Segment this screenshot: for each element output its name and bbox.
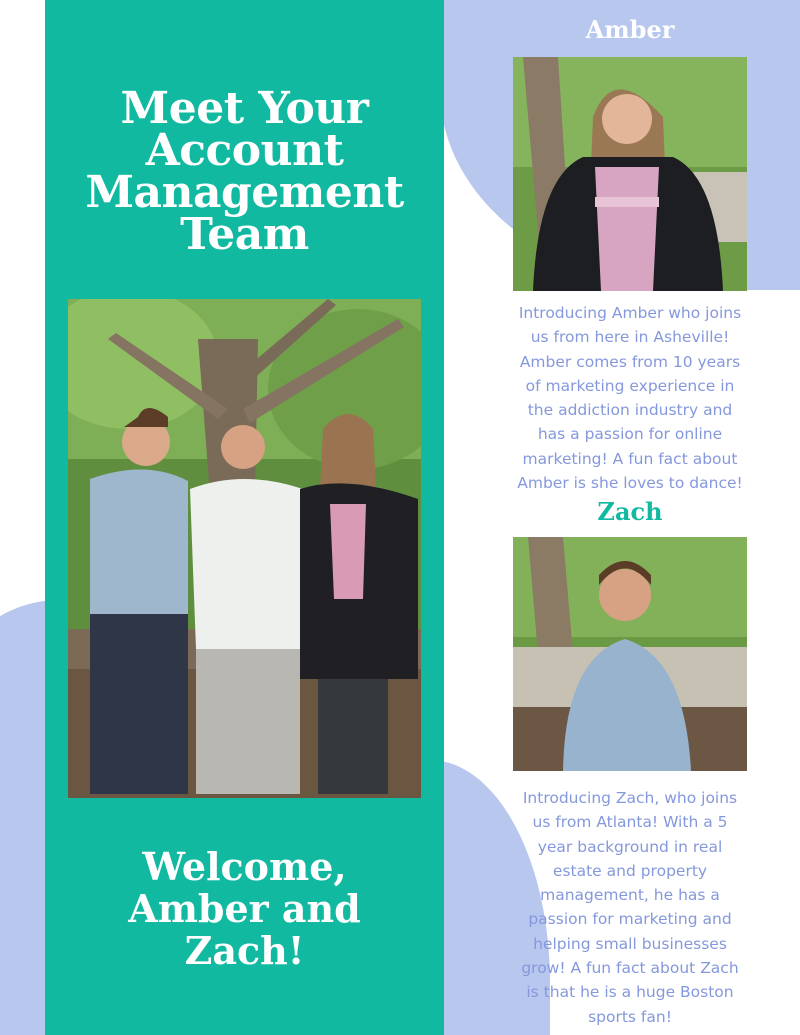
bio-line: of marketing experience in <box>525 376 735 395</box>
bio-line: Amber is she loves to dance! <box>517 474 743 493</box>
amber-bio <box>494 301 766 495</box>
bio-line: us from here in Asheville! <box>530 328 730 347</box>
bio-line: marketing! A fun fact about <box>522 449 738 468</box>
zach-name-heading: Zach <box>597 497 663 526</box>
page-title <box>45 83 444 260</box>
bio-line: is that he is a huge Boston <box>526 983 734 1002</box>
title-line: Management <box>85 167 404 218</box>
bio-line: estate and property <box>552 861 708 880</box>
bio-line: sports fan! <box>588 1007 672 1026</box>
bio-line: Introducing Zach, who joins <box>522 789 738 807</box>
bio-line: passion for marketing and <box>528 910 732 929</box>
zach-photo <box>513 537 747 771</box>
bio-line: management, he has a <box>540 886 720 905</box>
bio-line: Introducing Amber who joins <box>518 304 742 322</box>
bio-line: helping small businesses <box>533 934 727 953</box>
welcome-line: Zach! <box>184 928 305 973</box>
title-line: Meet Your <box>120 83 369 134</box>
bio-line: grow! A fun fact about Zach <box>521 959 739 978</box>
bio-line: has a passion for online <box>537 425 723 444</box>
amber-photo <box>513 57 747 291</box>
welcome-message <box>45 846 444 972</box>
zach-bio <box>494 786 766 1029</box>
bio-line: year background in real <box>537 837 723 856</box>
title-line: Account <box>145 125 344 176</box>
welcome-line: Amber and <box>128 886 361 931</box>
amber-name-heading: Amber <box>585 15 675 44</box>
welcome-line: Welcome, <box>142 844 347 889</box>
bio-line: Amber comes from 10 years <box>519 352 741 371</box>
bio-line: us from Atlanta! With a 5 <box>532 813 728 832</box>
bio-line: the addiction industry and <box>527 401 733 420</box>
team-photo <box>68 299 421 798</box>
title-line: Team <box>180 209 309 260</box>
